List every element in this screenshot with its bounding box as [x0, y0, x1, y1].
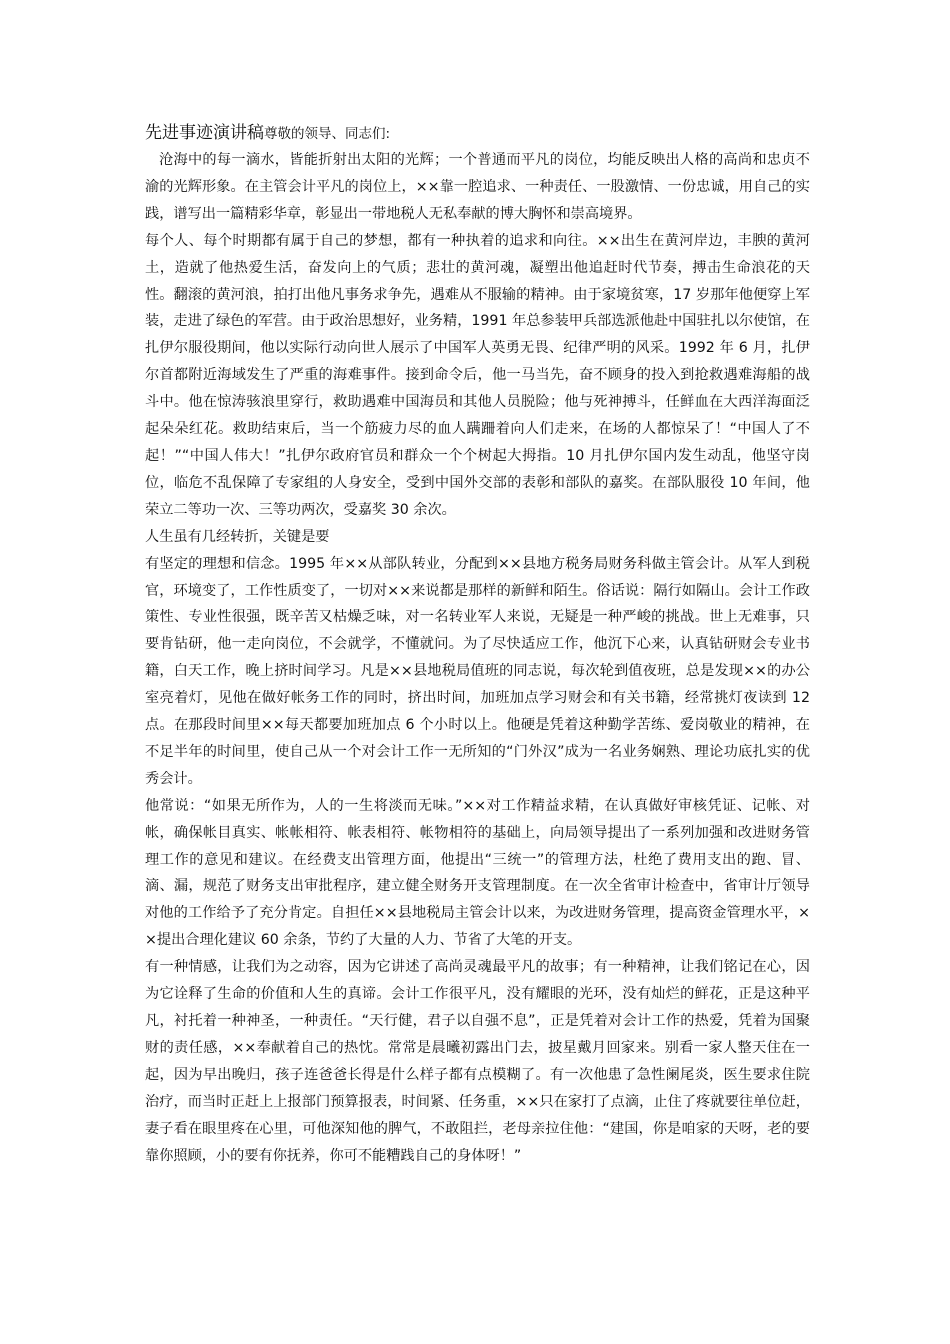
- paragraph: 有一种情感，让我们为之动容，因为它讲述了高尚灵魂最平凡的故事；有一种精神，让我们铭记在心，因为它诠释了生命的价值和人生的真谛。会计工作很平凡，没有耀眼的光环，没有灿烂的鲜花，正是这种平凡，衬托着一种神圣，一种责任。“天行健，君子以自强不息”，正是凭着对会计工作的热爱，凭着为国聚财的责任感，××奉献着自己的热忱。常常是晨曦初露出门去，披星戴月回家来。别看一家人整天住在一起，因为早出晚归，孩子连爸爸长得是什么样子都有点模糊了。有一次他患了急性阑尾炎，医生要求住院治疗，而当时正赶上上报部门预算报表，时间紧、任务重，××只在家打了点滴，止住了疼就要往单位赶，妻子看在眼里疼在心里，可他深知他的脾气，不敢阻拦，老母亲拉住他：“建国，你是咱家的天呀，老的要靠你照顾，小的要有你抚养，你可不能糟践自己的身体呀！”: [145, 959, 810, 1164]
- paragraph: 每个人、每个时期都有属于自己的梦想，都有一种执着的追求和向往。××出生在黄河岸边，丰腴的黄河土，造就了他热爱生活，奋发向上的气质；悲壮的黄河魂，凝塑出他追赶时代节奏，搏击生命浪花的天性。翻滚的黄河浪，拍打出他凡事务求争先，遇难从不服输的精神。由于家境贫寒，17 岁那年他便穿上军装，走进了绿色的军营。由于政治思想好，业务精，1991 年总参装甲兵部选派他赴中国驻扎以尔使馆，在扎伊尔服役期间，他以实际行动向世人展示了中国军人英勇无畏、纪律严明的风采。1992 年 6 月，扎伊尔首都附近海域发生了严重的海难事件。接到命令后，他一马当先，奋不顾身的投入到抢救遇难海船的战斗中。他在惊涛骇浪里穿行，救助遇难中国海员和其他人员脱险；他与死神搏斗，任鲜血在大西洋海面泛起朵朵红花。救助结束后，当一个筋疲力尽的血人蹒跚着向人们走来，在场的人都惊呆了！“中国人了不起！”“中国人伟大！”扎伊尔政府官员和群众一个个树起大拇指。10 月扎伊尔国内发生动乱，他坚守岗位，临危不乱保障了专家组的人身安全，受到中国外交部的表彰和部队的嘉奖。在部队服役 10 年间，他荣立二等功一次、三等功两次，受嘉奖 30 余次。: [145, 232, 810, 518]
- paragraph: 沧海中的每一滴水，皆能折射出太阳的光辉；一个普通而平凡的岗位，均能反映出人格的高尚和忠贞不渝的光辉形象。在主管会计平凡的岗位上，××靠一腔追求、一种责任、一股激情、一份忠诚，用自己的实践，谱写出一篇精彩华章，彰显出一带地税人无私奉献的博大胸怀和崇高境界。: [145, 152, 810, 222]
- salutation: 尊敬的领导、同志们:: [264, 126, 391, 142]
- title-line: [145, 120, 810, 147]
- document-title: 先进事迹演讲稿: [145, 123, 264, 143]
- document-page: [145, 120, 810, 1169]
- paragraph: 有坚定的理想和信念。1995 年××从部队转业，分配到××县地方税务局财务科做主管会计。从军人到税官，环境变了，工作性质变了，一切对××来说都是那样的新鲜和陌生。俗话说：隔行如隔山。会计工作政策性、专业性很强，既辛苦又枯燥乏味，对一名转业军人来说，无疑是一种严峻的挑战。世上无难事，只要肯钻研，他一走向岗位，不会就学，不懂就问。为了尽快适应工作，他沉下心来，认真钻研财会专业书籍，白天工作，晚上挤时间学习。凡是××县地税局值班的同志说，每次轮到值夜班，总是发现××的办公室亮着灯，见他在做好帐务工作的同时，挤出时间，加班加点学习财会和有关书籍，经常挑灯夜读到 12 点。在那段时间里××每天都要加班加点 6 个小时以上。他硬是凭着这种勤学苦练、爱岗敬业的精神，在不足半年的时间里，使自己从一个对会计工作一无所知的“门外汉”成为一名业务娴熟、理论功底扎实的优秀会计。: [145, 555, 810, 787]
- paragraph: 他常说：“如果无所作为，人的一生将淡而无味。”××对工作精益求精，在认真做好审核凭证、记帐、对帐，确保帐目真实、帐帐相符、帐表相符、帐物相符的基础上，向局领导提出了一系列加强和改进财务管理工作的意见和建议。在经费支出管理方面，他提出“三统一”的管理方法，杜绝了费用支出的跑、冒、滴、漏，规范了财务支出审批程序，建立健全财务开支管理制度。在一次全省审计检查中，省审计厅领导对他的工作给予了充分肯定。自担任××县地税局主管会计以来，为改进财务管理，提高资金管理水平，××提出合理化建议 60 余条，节约了大量的人力、节省了大笔的开支。: [145, 797, 810, 949]
- paragraph: 人生虽有几经转折，关键是要: [145, 528, 330, 545]
